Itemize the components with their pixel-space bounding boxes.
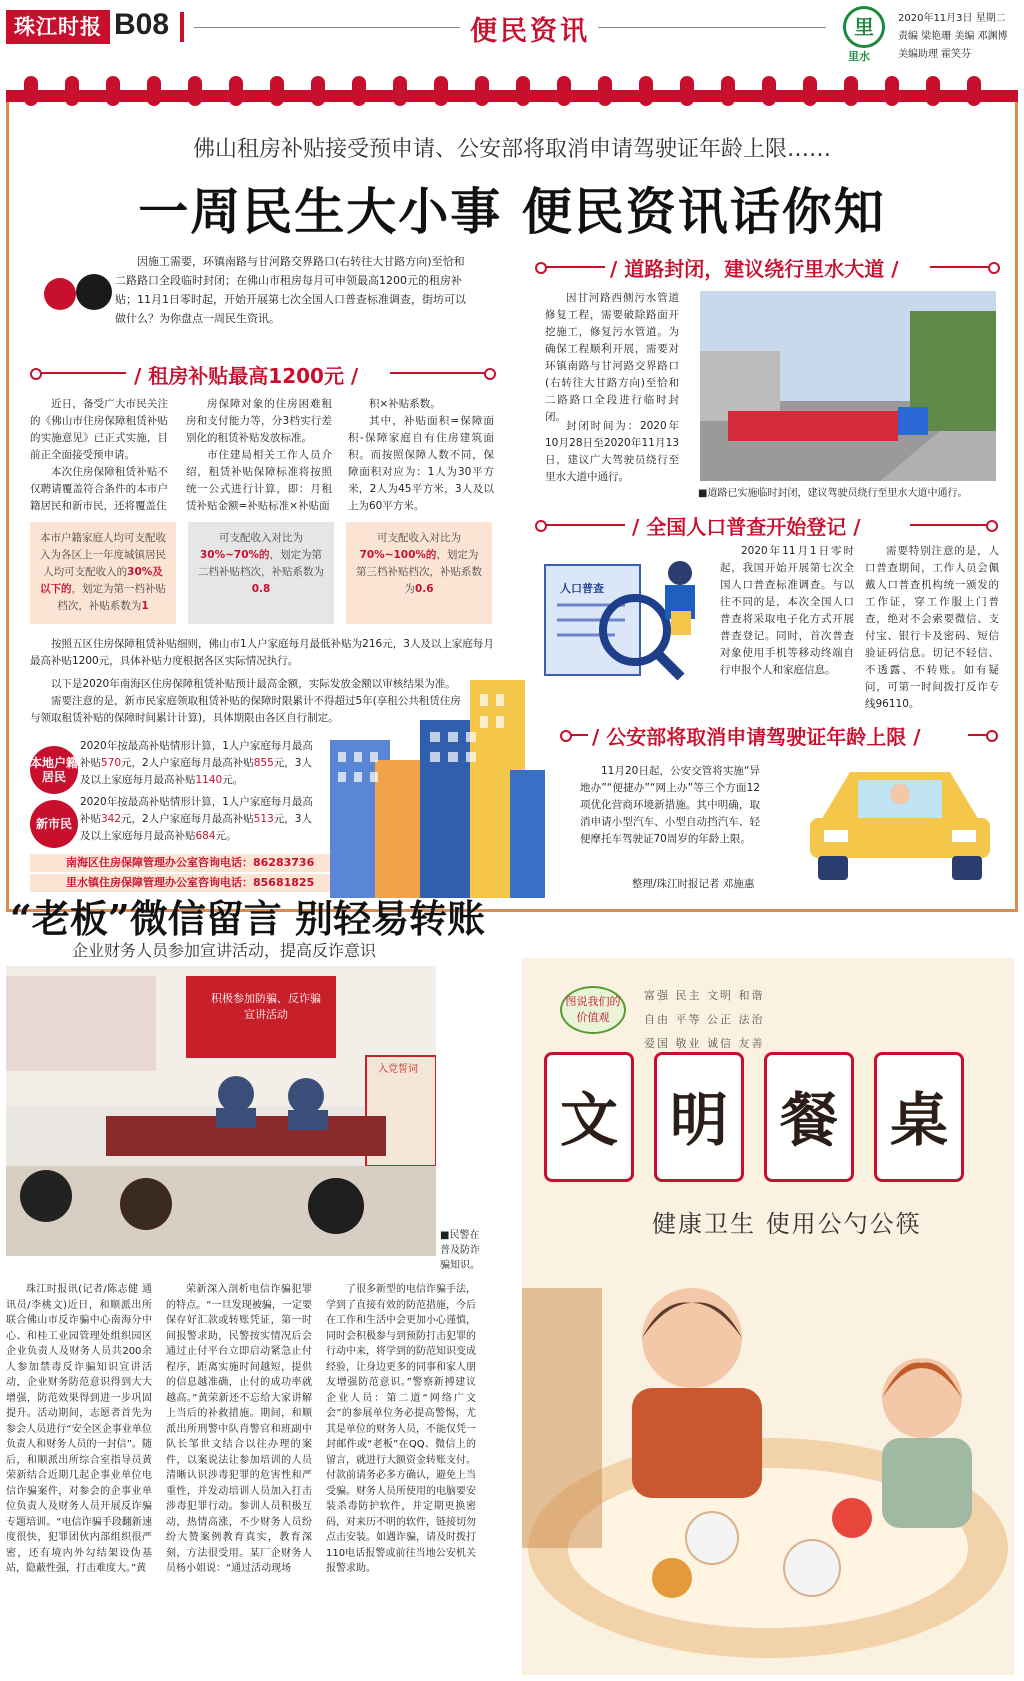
- rent-col-3: [348, 396, 494, 515]
- tier-key: 30%~70%的: [199, 549, 270, 561]
- poster-slogan: 健康卫生 使用公勺公筷: [652, 1210, 922, 1238]
- section-dot: [988, 262, 1000, 274]
- rent-paragraph-range: 按照五区住房保障租赁补贴细则，佛山市1人户家庭每月最低补贴为216元，3人及以上家庭每月最高补贴1200元，具体补贴力度根据各区实际情况执行。: [30, 638, 494, 667]
- local-resident-badge: 本地户籍居民: [30, 746, 78, 794]
- calendar-ring: [844, 76, 858, 106]
- amount: 570: [101, 757, 122, 769]
- family-dinner-illustration: [522, 1248, 1014, 1675]
- lishui-emblem-icon: 里: [843, 6, 885, 48]
- tier-tail: ，划定为第三档补贴档次，补贴系数为: [356, 549, 482, 595]
- calendar-ring: [106, 76, 120, 106]
- census-para: 需要特别注意的是，人口普查期间，工作人员会佩戴人口普查机构统一颁发的工作证，穿工作服上门普查，绝对不会索要微信、支付宝、银行卡及密码、短信验证码信息。切记不轻信、不透露、不转账。如有疑问，可第一时间拨打反诈专线96110。: [865, 545, 999, 710]
- masthead: [0, 0, 1024, 72]
- tier-tail: ，划定为第一档补贴档次，补贴系数为: [57, 583, 166, 612]
- section-dot: [30, 368, 42, 380]
- editors: 责编 梁艳珊 美编 邓渊博: [898, 31, 1008, 42]
- core-values: [644, 984, 765, 1056]
- calendar-ring: [926, 76, 940, 106]
- tier-coef: 0.6: [414, 583, 434, 595]
- calendar-ring: [598, 76, 612, 106]
- calendar-ring: [270, 76, 284, 106]
- section-line: [40, 372, 126, 374]
- census-col-2: [865, 543, 999, 713]
- poster-char-2: 明: [654, 1052, 744, 1182]
- census-section-title: / 全国人口普查开始登记 /: [632, 515, 861, 539]
- road-text: [545, 290, 679, 426]
- section-line: [545, 524, 625, 526]
- poster-char-4: 桌: [874, 1052, 964, 1182]
- census-illustration: [535, 545, 725, 685]
- tier-key: 30%及以下的: [40, 566, 163, 595]
- calendar-ring: [557, 76, 571, 106]
- rent-para: 积×补贴系数。: [369, 398, 441, 410]
- calendar-ring: [65, 76, 79, 106]
- tier-card-1: [30, 522, 176, 624]
- calendar-ring: [24, 76, 38, 106]
- section-line: [968, 734, 988, 736]
- tier-card-2: [188, 522, 334, 624]
- calendar-ring: [188, 76, 202, 106]
- calendar-ring: [803, 76, 817, 106]
- rent-col-2: [186, 396, 332, 515]
- rent-para: 市住建局相关工作人员介绍，租赁补贴保障标准将按照统一公式进行计算，即：月租赁补贴金额=补贴标准×补贴面: [186, 449, 332, 512]
- tier-coef: 1: [141, 600, 149, 612]
- calendar-ring: [885, 76, 899, 106]
- license-text: [580, 763, 760, 848]
- rent-paragraph-note: 需要注意的是，新市民家庭领取租赁补贴的保障时限累计不得超过5年(享租公共租赁住房与领取租赁补贴的保障时间累计计算)，具体期限由各区自行制定。: [30, 695, 461, 724]
- section-dot: [986, 520, 998, 532]
- fraud-col-2: [166, 1282, 312, 1577]
- census-para: 2020年11月1日零时起，我国开始开展第七次全国人口普查标准调查。与以往不同的是，本次全国人口普查将采取电子化方式开展普查登记。同时，首次普查对象使用手机等移动终端自行申报个人和家庭信息。: [720, 545, 854, 676]
- census-col-1: [720, 543, 854, 679]
- city-buildings-illustration: [330, 660, 545, 898]
- values-tag: 图说我们的价值观: [560, 986, 626, 1034]
- rent-para: 近日，备受广大市民关注的《佛山市住房保障租赁补贴的实施意见》已正式实施，目前正全面接受预申请。: [30, 398, 168, 461]
- text: 元，2人户家庭每月最高补贴: [121, 813, 254, 825]
- license-para: 11月20日起，公安交管将实施“异地办”“便捷办”“网上办”等三个方面12项优化营商环境新措施。其中明确，取消申请小型汽车、小型自动挡汽车、轻便摩托车驾驶证70周岁的年龄上限。: [580, 765, 760, 845]
- feature-subtitle: 佛山租房补贴接受预申请、公安部将取消申请驾驶证年龄上限……: [192, 137, 831, 162]
- newspaper-logo: 珠江时报: [6, 10, 110, 44]
- lead-paragraph: 因施工需要，环镇南路与甘河路交界路口(右转往大甘路方向)至恰和二路路口全段临时封闭；在佛山市租房每月可申领最高1200元的租房补贴；11月1日零时起，开始开展第七次全国人口普查标准调查，街坊可以做什么？为你盘点一周民生资讯。: [115, 255, 466, 325]
- values-line: 自由 平等 公正 法治: [644, 1013, 765, 1026]
- amount: 1140: [195, 774, 223, 786]
- masthead-rule-right: [598, 27, 826, 28]
- new-resident-badge: 新市民: [30, 800, 78, 848]
- section-line: [390, 372, 486, 374]
- road-time-text: 封闭时间为：2020年10月28日至2020年11月13日，建议广大驾驶员绕行至里水大道中通行。: [545, 420, 679, 483]
- calendar-ring: [721, 76, 735, 106]
- road-para: 因甘河路西侧污水管道修复工程，需要破除路面开挖施工，修复污水管道。为确保工程顺利开展，需要对环镇南路与甘河路交界路口(右转往大甘路方向)至恰和二路路口全段进行临时封闭。: [545, 292, 679, 423]
- rent-paragraph-nanhai: 以下是2020年南海区住房保障租赁补贴预计最高金额，实际发放金额以审核结果为准。: [51, 678, 456, 690]
- hotline-nanhai: [30, 854, 340, 872]
- license-byline: 整理/珠江时报记者 邓施惠: [632, 878, 755, 890]
- text: 元。: [222, 774, 244, 786]
- new-resident-text: [80, 794, 320, 845]
- text: 元。: [215, 830, 237, 842]
- hotline-text: 里水镇住房保障管理办公室咨询电话：85681825: [66, 876, 315, 889]
- section-dot: [986, 730, 998, 742]
- page-number: B08: [114, 8, 170, 41]
- census-title-text: 全国人口普查开始登记: [646, 515, 847, 539]
- calendar-ring: [639, 76, 653, 106]
- amount: 513: [253, 813, 274, 825]
- section-dot: [535, 520, 547, 532]
- rent-title-text: 租房补贴最高1200元: [148, 364, 344, 388]
- text: 元，2人户家庭每月最高补贴: [121, 757, 254, 769]
- road-closure-photo: [700, 291, 996, 481]
- local-resident-text: [80, 738, 320, 789]
- section-title: 便民资讯: [470, 16, 590, 47]
- tier-text: 可支配收入对比为: [219, 532, 303, 544]
- civilized-dining-poster: [522, 958, 1014, 1675]
- calendar-ring: [680, 76, 694, 106]
- tier-tail: ，划定为第二档补贴档次，补贴系数为: [198, 549, 324, 578]
- calendar-ring: [762, 76, 776, 106]
- section-line: [910, 524, 988, 526]
- feature-headline: 一周民生大小事 便民资讯话你知: [138, 182, 886, 241]
- section-dot: [484, 368, 496, 380]
- census-sign: 人口普查: [560, 582, 604, 595]
- amount: 855: [253, 757, 274, 769]
- section-line: [930, 266, 990, 268]
- section-line: [545, 266, 605, 268]
- license-title-text: 公安部将取消申请驾驶证年龄上限: [606, 725, 907, 749]
- red-divider: [180, 12, 184, 42]
- brand-label: 里水: [848, 50, 870, 63]
- text: 元，3人及以上家庭每月最高补贴: [80, 757, 312, 786]
- poster-char-1: 文: [544, 1052, 634, 1182]
- fraud-para: 了很多新型的电信诈骗手法，学到了直接有效的防范措施，今后在工作和生活中会更加小心谨慎，同时会积极参与到预防打击犯罪的行动中来，将学到的防范知识变成经验，让身边更多的同事和家人朋友增强防范意识。”警察新搏建议企业人员：第二道“网络广文会”的参展单位务必提高警惕，尤其是单位的财务人员，不能仅凭一封邮件或“老板”在QQ、微信上的留言，就进行大额资金转账支付。付款前请务必多方确认，避免上当受骗。财务人员所使用的电脑要安装杀毒防护软件，并定期更换密码，对来历不明的软件，链接切勿点击安装。如遇诈骗，请及时拨打110电话报警或前往当地公安机关报警求助。: [326, 1284, 476, 1574]
- rent-para: 房保障对象的住房困难租房和支付能力等，分3档实行差别化的租赁补贴发放标准。: [186, 398, 332, 444]
- car-illustration: [800, 752, 1000, 890]
- tier-card-3: [346, 522, 492, 624]
- road-time: [545, 418, 679, 486]
- tier-text: 可支配收入对比为: [377, 532, 461, 544]
- hotline-text: 南海区住房保障管理办公室咨询电话：86283736: [66, 856, 315, 869]
- calendar-ring: [393, 76, 407, 106]
- tier-coef: 0.8: [251, 583, 271, 595]
- fraud-subheadline: 企业财务人员参加宣讲活动，提高反诈意识: [72, 941, 377, 960]
- fraud-col-1: [6, 1282, 152, 1577]
- text: 2020年按最高补贴情形计算，1人户家庭每月最高补贴: [80, 796, 313, 825]
- road-title-text: 道路封闭，建议绕行里水大道: [624, 257, 885, 281]
- fraud-photo-caption: ■民警在普及防诈骗知识。: [440, 1230, 480, 1271]
- fraud-para: 珠江时报讯(记者/陈志健 通讯员/李桃文)近日，和顺派出所联合佛山市反诈骗中心南海分中心、和桂工业园管理处组织园区企业负责人及财务人员共200余人参加禁毒反诈骗知识宣讲活动，企业财务防范意识得到大大增强，防范效果得到进一步巩固提升。活动期间，志愿者首先为参会人员进行“安全区企事业单位负责人和财务人员的一封信”。随后，和顺派出所综合室指导员黄荣新结合近期几起企事业单位电信诈骗案件，对参会的企事业单位负责人及财务人员开展反诈骗专题培训。“电信诈骗手段翻新速度很快，犯罪团伙内部组织很严密，还有境内外勾结架设伪基站，隐蔽性强，打击难度大。”黄: [6, 1284, 152, 1574]
- section-line: [570, 734, 588, 736]
- calendar-ring: [967, 76, 981, 106]
- section-dot: [535, 262, 547, 274]
- tier-text: 本市户籍家庭人均可支配收入为各区上一年度城镇居民人均可支配收入的: [40, 532, 166, 578]
- calendar-ring: [229, 76, 243, 106]
- masthead-rule-left: [194, 27, 460, 28]
- section-dot: [560, 730, 572, 742]
- calendar-ring: [147, 76, 161, 106]
- calendar-ring: [311, 76, 325, 106]
- text: 元，3人及以上家庭每月最高补贴: [80, 813, 312, 842]
- fraud-headline: “老板”微信留言 别轻易转账: [10, 896, 485, 941]
- calendar-ring: [352, 76, 366, 106]
- fraud-col-3: [326, 1282, 476, 1577]
- editor-assistant: 美编助理 霍笑芬: [898, 49, 972, 60]
- rent-para: 本次住房保障租赁补贴不仅聘请覆盖符合条件的本市户籍居民和新市民，还将覆盖住: [30, 466, 168, 512]
- red-black-balls-icon: [38, 272, 126, 312]
- amount: 342: [101, 813, 122, 825]
- edition-date: 2020年11月3日 星期二: [898, 13, 1006, 24]
- oath-poster-title: 入党誓词: [378, 1064, 418, 1075]
- text: 2020年按最高补贴情形计算，1人户家庭每月最高补贴: [80, 740, 313, 769]
- edition-info: [898, 10, 1008, 64]
- rent-para: 其中，补贴面积=保障面积-保障家庭自有住房建筑面积。而按照保障人数不同，保障面积对应为：1人为30平方米，2人为45平方米，3人及以上为60平方米。: [348, 415, 494, 512]
- calendar-ring: [434, 76, 448, 106]
- tier-key: 70%~100%的: [359, 549, 437, 561]
- amount: 684: [195, 830, 216, 842]
- values-line: 爱国 敬业 诚信 友善: [644, 1037, 765, 1050]
- road-photo-caption: ■道路已实施临时封闭，建议驾驶员绕行至里水大道中通行。: [698, 488, 968, 499]
- rent-col-1: [30, 396, 168, 515]
- license-section-title: / 公安部将取消申请驾驶证年龄上限 /: [592, 725, 921, 749]
- event-banner-text: 积极参加防骗、反诈骗宣讲活动: [211, 992, 321, 1021]
- values-line: 富强 民主 文明 和谐: [644, 989, 765, 1002]
- poster-char-3: 餐: [764, 1052, 854, 1182]
- calendar-ring: [516, 76, 530, 106]
- fraud-para: 荣新深入剖析电信诈骗犯罪的特点。“一旦发现被骗，一定要保存好汇款或转账凭证，第一时间报警求助，民警按实情况后会通过止付平台立即启动紧急止付程序，距离实施时间越短，提供的信息越准确，止付的成功率就越高。”黄荣新还不忘给大家讲解上当后的补救措施。期间，和顺派出所刑警中队肖警官和班副中队长邹世文结合以往办理的案件，以案说法让参加培训的人员清晰认识涉毒犯罪的危害性和严重性，并发动培训人员加入打击涉毒犯罪行动。参训人员积极互动，热情高涨，不少财务人员纷纷大赞案例教育真实，教育深刻，方法很受用。某厂企财务人员杨小姐说：“通过活动现场: [166, 1284, 312, 1574]
- calendar-ring: [475, 76, 489, 106]
- rent-section-title: / 租房补贴最高1200元 /: [134, 364, 359, 388]
- road-section-title: / 道路封闭，建议绕行里水大道 /: [610, 257, 899, 281]
